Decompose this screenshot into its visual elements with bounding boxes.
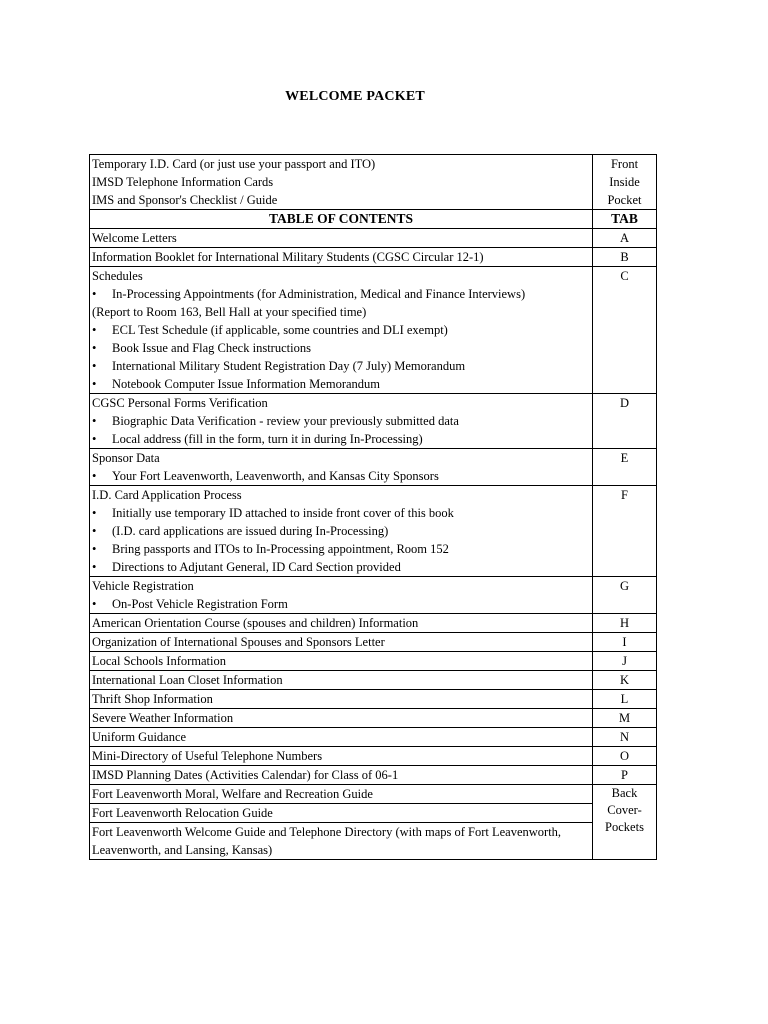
tab-label: Pockets xyxy=(605,820,644,834)
list-item: • Directions to Adjutant General, ID Card Section provided xyxy=(92,558,590,576)
table-row xyxy=(90,486,657,577)
row-tab: G xyxy=(593,577,657,614)
table-row xyxy=(90,652,657,671)
back-pocket-row xyxy=(90,804,657,823)
table-row xyxy=(90,709,657,728)
back-item: Fort Leavenworth Welcome Guide and Telephone Directory (with maps of Fort Leavenworth, Leavenworth, and Lansing, Kansas) xyxy=(90,823,593,860)
list-item: (Report to Room 163, Bell Hall at your specified time) xyxy=(92,305,367,319)
list-item: • (I.D. card applications are issued during In-Processing) xyxy=(92,522,590,540)
front-item: IMSD Telephone Information Cards xyxy=(92,175,274,189)
row-tab: B xyxy=(593,248,657,267)
back-pocket-tab xyxy=(593,785,657,860)
row-title: Vehicle Registration xyxy=(92,579,194,593)
row-tab: C xyxy=(593,267,657,394)
row-tab: O xyxy=(593,747,657,766)
row-title: Sponsor Data xyxy=(92,451,160,465)
list-item: • Initially use temporary ID attached to inside front cover of this book xyxy=(92,504,590,522)
list-item: • On-Post Vehicle Registration Form xyxy=(92,595,590,613)
table-row xyxy=(90,248,657,267)
front-item: Temporary I.D. Card (or just use your passport and ITO) xyxy=(92,157,376,171)
tab-label: Cover- xyxy=(607,803,642,817)
list-item: • Biographic Data Verification - review your previously submitted data xyxy=(92,412,590,430)
back-item: Fort Leavenworth Moral, Welfare and Recreation Guide xyxy=(90,785,593,804)
row-tab: J xyxy=(593,652,657,671)
back-pocket-row xyxy=(90,823,657,860)
table-row xyxy=(90,728,657,747)
contents-header: TABLE OF CONTENTS xyxy=(90,210,593,229)
row-title: International Loan Closet Information xyxy=(90,671,593,690)
table-row xyxy=(90,229,657,248)
row-content xyxy=(90,267,593,394)
row-title: IMSD Planning Dates (Activities Calendar) for Class of 06-1 xyxy=(90,766,593,785)
table-row xyxy=(90,671,657,690)
back-item: Fort Leavenworth Relocation Guide xyxy=(90,804,593,823)
row-content xyxy=(90,449,593,486)
front-pocket-items xyxy=(90,155,593,210)
table-row xyxy=(90,394,657,449)
table-row xyxy=(90,614,657,633)
row-content xyxy=(90,486,593,577)
tab-label: Front xyxy=(610,157,639,171)
contents-table xyxy=(89,154,657,860)
row-tab: F xyxy=(593,486,657,577)
table-row xyxy=(90,766,657,785)
list-item: • Your Fort Leavenworth, Leavenworth, and Kansas City Sponsors xyxy=(92,467,590,485)
tab-label: Back xyxy=(611,786,638,800)
row-content xyxy=(90,577,593,614)
list-item: • Bring passports and ITOs to In-Processing appointment, Room 152 xyxy=(92,540,590,558)
row-title: Local Schools Information xyxy=(90,652,593,671)
row-content xyxy=(90,394,593,449)
table-row xyxy=(90,577,657,614)
row-title: Organization of International Spouses and Sponsors Letter xyxy=(90,633,593,652)
tab-label: Pocket xyxy=(607,193,642,207)
row-title: Mini-Directory of Useful Telephone Numbers xyxy=(90,747,593,766)
tab-header: TAB xyxy=(593,210,657,229)
row-title: Information Booklet for International Military Students (CGSC Circular 12-1) xyxy=(90,248,593,267)
row-tab: I xyxy=(593,633,657,652)
table-row xyxy=(90,690,657,709)
table-header-row xyxy=(90,210,657,229)
front-pocket-row xyxy=(90,155,657,210)
back-pocket-row xyxy=(90,785,657,804)
document-title: WELCOME PACKET xyxy=(285,89,425,104)
list-item: • Book Issue and Flag Check instructions xyxy=(92,339,590,357)
table-row xyxy=(90,449,657,486)
row-tab: M xyxy=(593,709,657,728)
row-title: Schedules xyxy=(92,269,143,283)
row-title: I.D. Card Application Process xyxy=(92,488,242,502)
list-item: • International Military Student Registration Day (7 July) Memorandum xyxy=(92,357,590,375)
row-title: Severe Weather Information xyxy=(90,709,593,728)
row-tab: H xyxy=(593,614,657,633)
front-item: IMS and Sponsor's Checklist / Guide xyxy=(92,193,278,207)
row-title: Thrift Shop Information xyxy=(90,690,593,709)
row-tab: L xyxy=(593,690,657,709)
row-tab: N xyxy=(593,728,657,747)
list-item: • Local address (fill in the form, turn it in during In-Processing) xyxy=(92,430,590,448)
row-title: CGSC Personal Forms Verification xyxy=(92,396,268,410)
table-row xyxy=(90,747,657,766)
row-title: Welcome Letters xyxy=(90,229,593,248)
front-pocket-tab xyxy=(593,155,657,210)
row-tab: A xyxy=(593,229,657,248)
row-title: Uniform Guidance xyxy=(90,728,593,747)
row-tab: K xyxy=(593,671,657,690)
list-item: • ECL Test Schedule (if applicable, some countries and DLI exempt) xyxy=(92,321,590,339)
table-row xyxy=(90,267,657,394)
table-row xyxy=(90,633,657,652)
row-tab: D xyxy=(593,394,657,449)
row-tab: P xyxy=(593,766,657,785)
tab-label: Inside xyxy=(609,175,640,189)
row-title: American Orientation Course (spouses and children) Information xyxy=(90,614,593,633)
list-item: • In-Processing Appointments (for Administration, Medical and Finance Interviews) xyxy=(92,285,590,303)
row-tab: E xyxy=(593,449,657,486)
list-item: • Notebook Computer Issue Information Memorandum xyxy=(92,375,590,393)
